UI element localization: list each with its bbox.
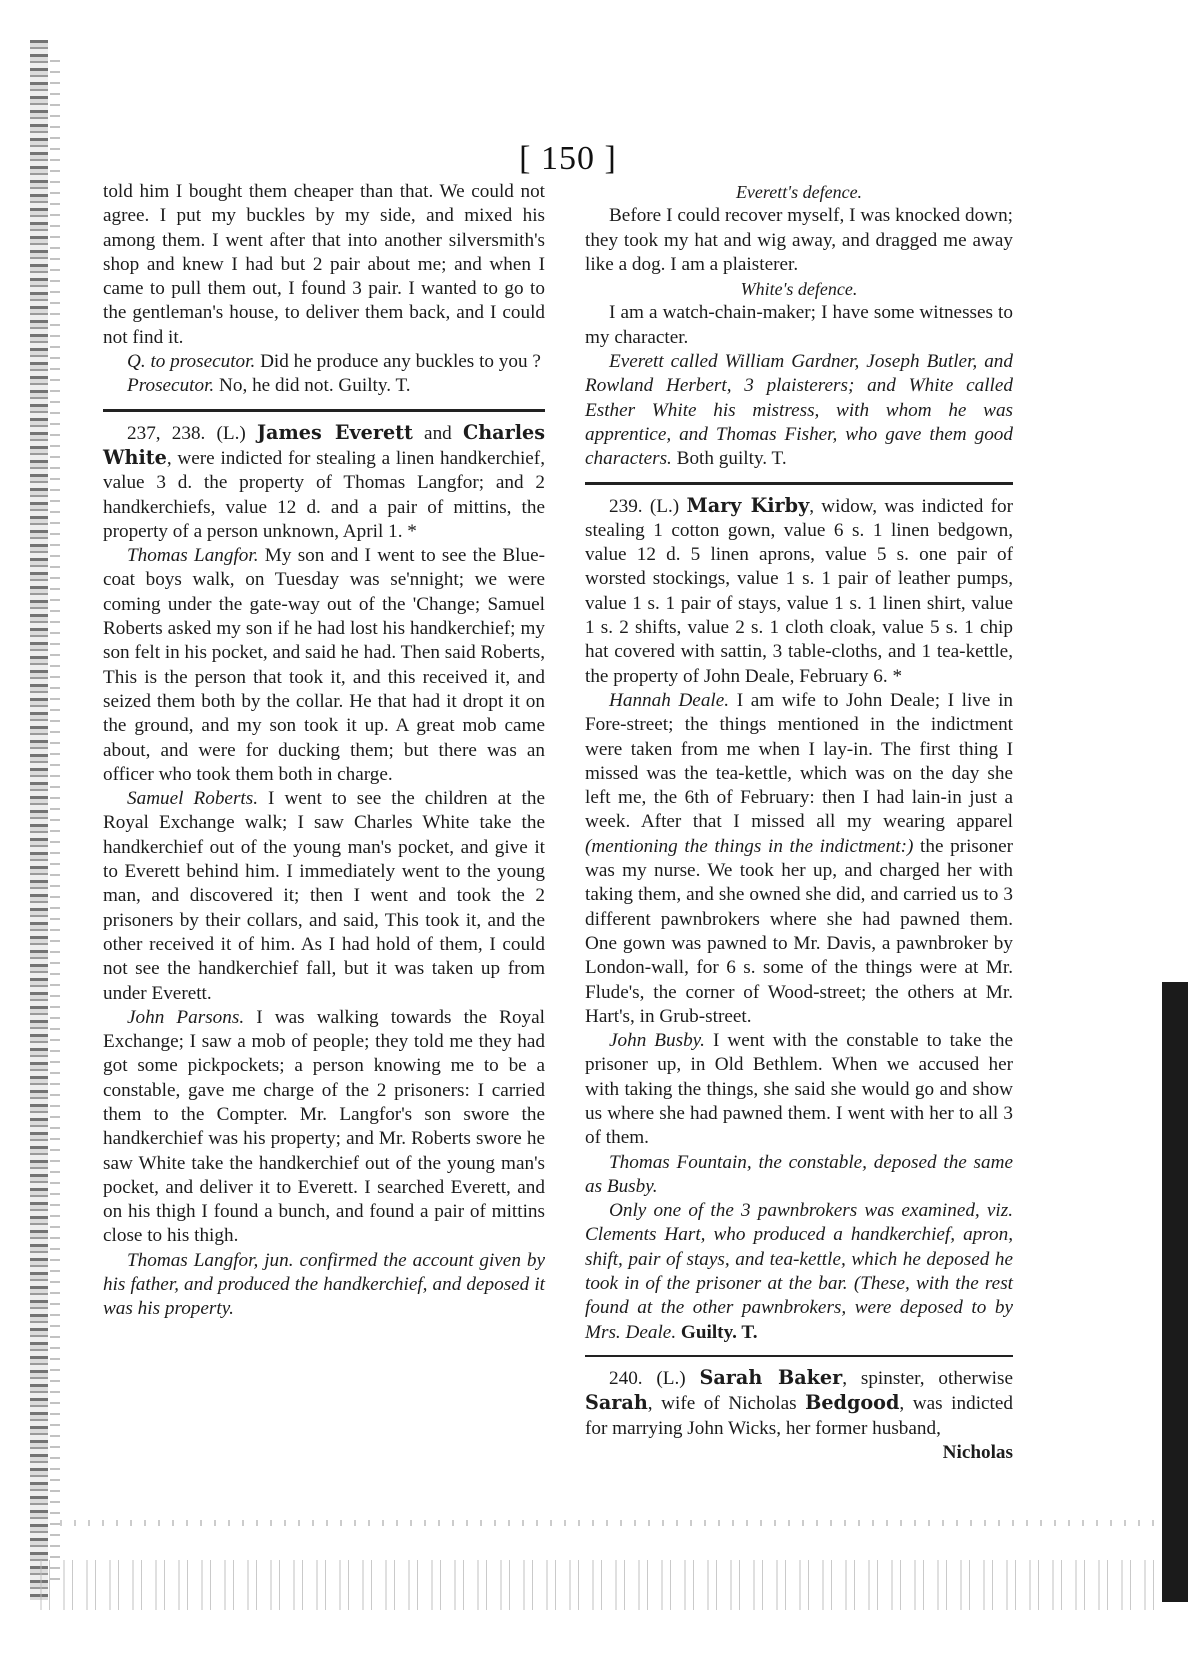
section-divider <box>585 1355 1013 1357</box>
speaker-label: Samuel Roberts. <box>127 788 259 810</box>
everett-defence-heading: Everett's defence. <box>735 182 863 202</box>
case-number: 240. (L.) <box>609 1367 700 1389</box>
testimony-deale <box>585 689 1013 1029</box>
question-to-prosecutor <box>103 350 545 374</box>
section-divider <box>585 482 1013 485</box>
defendant-name: Charles White <box>103 420 545 469</box>
white-defence-heading: White's defence. <box>740 279 858 300</box>
binding-stitching <box>50 60 60 1580</box>
testimony-roberts <box>103 787 545 1006</box>
aside-text: (mentioning the things in the indictment:) <box>585 835 914 857</box>
testimony-text: My son and I went to see the Blue-coat boys walk, on Tuesday was se'nnight; we were coming under the gate-way out of the 'Change; Samuel Roberts asked my son if he had lost his handkerchief; my son felt in his pocket, and said he had. Then said Roberts, This is the person that took it, and this received it, and seized them both by the collar. He that had it dropt it on the ground, and my son took it up. A great mob came about, and were for ducking them; but there was an officer who took them both in charge. <box>103 545 545 785</box>
testimony-langfor <box>103 544 545 787</box>
testimony-text: I went to see the children at the Royal Exchange walk; I saw Charles White take the handkerchief out of the young man's pocket, and give it to Everett behind him. I immediately went to the young man, and discovered it; then I went and took the 2 prisoners by their collars, and said, This took it, and the other received it of him. As I had hold of them, I could not see the handkerchief fall, but it was taken up from under Everett. <box>103 788 545 1004</box>
speaker-label: John Busby. <box>609 1030 705 1052</box>
defendant-name: Mary Kirby <box>686 493 810 517</box>
testimony-text: I was walking towards the Royal Exchange; I saw a mob of people; they told me they had got some pickpockets; a person knowing me to be a constable, gave me charge of the 2 prisoners: I carried them to the Compter. Mr. Langfor's son swore the handkerchief was his property; and Mr. Roberts swore he saw White take the handkerchief out of the young man's pocket, and deliver it to Everett. I searched Everett, and on his thigh I found a bunch, and found a pair of mittins close to his thigh. <box>103 1006 545 1247</box>
testimony-text: I am wife to John Deale; I live in Fore-street; the things mentioned in the indictment were taken from me when I lay-in. The first thing I missed was the tea-kettle, which was on the day she left me, the 6th of February: then I had lain-in just a week. After that I missed all my wearing apparel <box>585 689 1013 833</box>
indictment-text: , was indicted for marrying John Wicks, her former husband, <box>585 1393 1013 1439</box>
speaker-label: Prosecutor. <box>127 375 215 397</box>
paragraph-continuation: told him I bought them cheaper than that. We could not agree. I put my buckles by my side, and mixed his among them. I went after that into another silversmith's shop and knew I had but 2 pair about me; and when I came to pull them out, I found 3 pair. I wanted to go to the gentleman's house, to deliver them back, and I could not find it. <box>103 181 545 348</box>
section-divider <box>103 409 545 412</box>
constable-note: Thomas Fountain, the constable, deposed the same as Busby. <box>585 1151 1013 1197</box>
note-text: Only one of the 3 pawnbrokers was examined, viz. Clements Hart, who produced a handkerchief, apron, shift, pair of stays, and tea-kettle, which he deposed he took in of the prisoner at the bar. (These, with the rest found at the other pawnbrokers, were deposed to by Mrs. Deale. <box>585 1200 1013 1343</box>
case-237-indictment <box>103 421 545 544</box>
defendant-name: James Everett <box>256 420 413 444</box>
speaker-label: Hannah Deale. <box>609 689 730 711</box>
scan-edge-bar <box>1162 982 1188 1602</box>
testimony-text: Did he produce any buckles to you ? <box>255 351 541 373</box>
pawnbroker-note <box>585 1199 1013 1345</box>
witness-note: Everett called William Gardner, Joseph Butler, and Rowland Herbert, 3 plaisterers; and White called Esther White his mistress, with whom he was apprentice, and Thomas Fisher, who gave them good characters. <box>585 351 1013 470</box>
right-column <box>585 180 1013 1465</box>
catchword: Nicholas <box>942 1441 1013 1463</box>
speaker-label: Thomas Langfor. <box>127 545 259 567</box>
white-defence-text: I am a watch-chain-maker; I have some witnesses to my character. <box>585 302 1013 348</box>
case-240-indictment <box>585 1366 1013 1441</box>
scan-noise-bottom <box>40 1560 1160 1610</box>
conjunction: and <box>412 422 463 444</box>
case-number: 237, 238. (L.) <box>127 422 257 444</box>
testimony-busby <box>585 1029 1013 1150</box>
speaker-label: Q. to prosecutor. <box>127 351 256 373</box>
husband-name: Bedgood <box>805 1391 900 1415</box>
indictment-text: , were indicted for stealing a linen handkerchief, value 3 d. the property of Thomas Langfor; and 2 handkerchiefs, value 12 d. and a pair of mittins, the property of a person unknown, April 1. * <box>103 447 545 542</box>
testimony-text: I went with the constable to take the prisoner up, in Old Bethlem. When we accused her with taking the things, she said she would go and show us where she had pawned them. I went with her to all 3 of them. <box>585 1030 1013 1149</box>
prosecutor-answer <box>103 374 545 398</box>
indictment-text: , widow, was indicted for stealing 1 cotton gown, value 6 s. 1 linen bedgown, value 12 d. 5 linen aprons, value 5 s. one pair of worsted stockings, value 1 s. 1 pair of leather pumps, value 1 s. 1 pair of stays, value 1 s. 1 linen shirt, value 1 s. 2 shifts, value 2 s. 1 cloth cloak, value 5 s. 1 chip hat covered with sattin, 3 table-cloths, and 1 tea-kettle, the property of John Deale, February 6. * <box>585 495 1013 687</box>
testimony-text: No, he did not. Guilty. T. <box>214 375 411 397</box>
everett-defence-text: Before I could recover myself, I was knocked down; they took my hat and wig away, and dragged me away like a dog. I am a plaisterer. <box>585 205 1013 275</box>
verdict: Both guilty. T. <box>671 448 787 470</box>
speaker-label: John Parsons. <box>127 1006 245 1028</box>
defendant-name: Sarah Baker <box>699 1365 843 1389</box>
page-number: [ 150 ] <box>519 140 617 177</box>
testimony-langfor-jun: Thomas Langfor, jun. confirmed the account given by his father, and produced the handkerchief, and deposed it was his property. <box>103 1249 545 1320</box>
case-239-indictment <box>585 494 1013 689</box>
binding-edge <box>30 40 48 1600</box>
testimony-text: the prisoner was my nurse. We took her up, and charged her with taking them, and she owned she did, and carried us to 3 different pawnbrokers where she had pawned them. One gown was pawned to Mr. Davis, a pawnbroker by London-wall, for 6 s. some of the things were at Mr. Flude's, the corner of Wood-street; the others at Mr. Hart's, in Grub-street. <box>585 835 1013 1027</box>
indictment-text: , spinster, otherwise <box>842 1367 1013 1389</box>
character-witnesses <box>585 350 1013 471</box>
case-number: 239. (L.) <box>609 495 687 517</box>
verdict: Guilty. T. <box>676 1321 758 1343</box>
scan-noise-line <box>60 1520 1160 1526</box>
testimony-parsons <box>103 1006 545 1249</box>
left-column <box>103 180 545 1322</box>
indictment-text: , wife of Nicholas <box>647 1393 806 1415</box>
defendant-alias: Sarah <box>585 1391 648 1415</box>
